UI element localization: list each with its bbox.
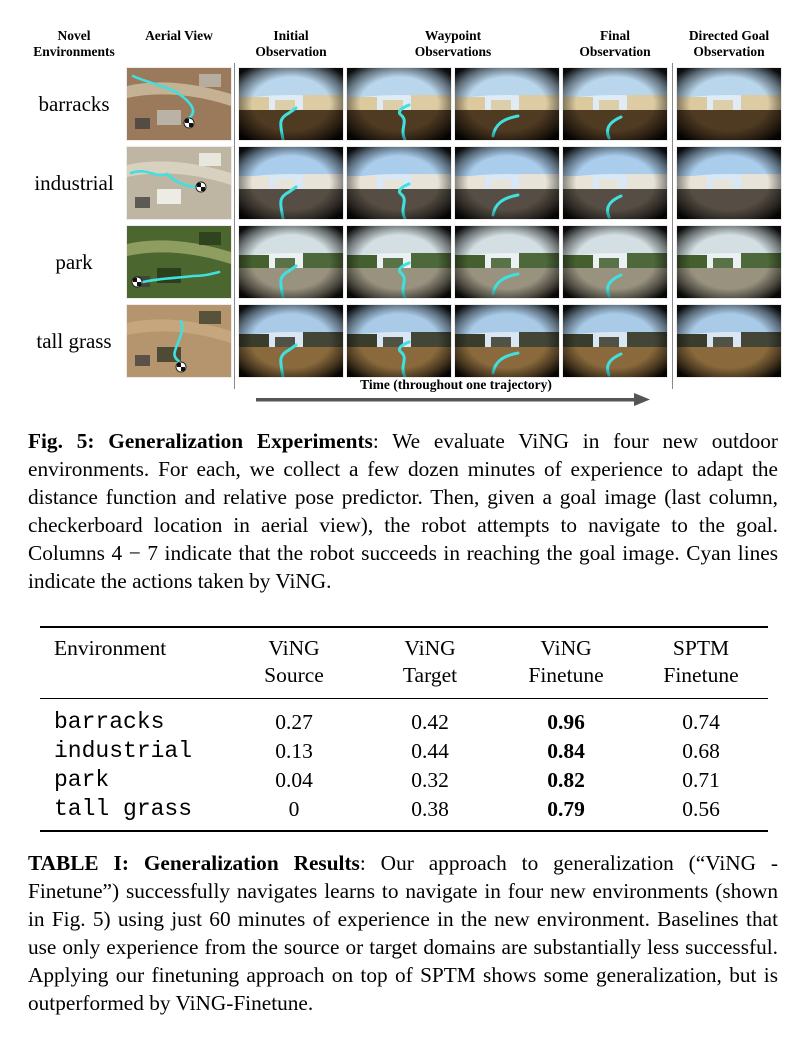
table-header-cell: ViNG Source — [264, 636, 324, 687]
column-divider — [234, 63, 235, 389]
fig5-caption-lead: Fig. 5: Generalization Experiments — [28, 429, 373, 453]
value-cell: 0.79 — [547, 797, 585, 821]
table-row — [40, 699, 768, 738]
observation-image — [239, 226, 343, 298]
table-row — [40, 737, 768, 766]
aerial-image — [127, 305, 231, 377]
time-arrow-label: Time (throughout one trajectory) — [360, 377, 552, 392]
figure-column-header: Initial Observation — [255, 28, 327, 59]
table-header-cell: ViNG Finetune — [528, 636, 604, 687]
aerial-image — [127, 68, 231, 140]
env-cell: industrial — [54, 738, 193, 764]
env-cell: tall grass — [54, 796, 193, 822]
env-cell: barracks — [54, 709, 165, 735]
observation-image — [239, 147, 343, 219]
observation-image — [347, 226, 451, 298]
observation-image — [239, 68, 343, 140]
figure-column-header: Novel Environments — [33, 28, 115, 59]
observation-image — [677, 305, 781, 377]
observation-image — [347, 147, 451, 219]
row-label: barracks — [38, 91, 110, 116]
table-row — [40, 795, 768, 831]
observation-image — [455, 147, 559, 219]
observation-image — [677, 226, 781, 298]
observation-image — [455, 226, 559, 298]
env-cell: park — [54, 767, 110, 793]
figure-column-header: Final Observation — [579, 28, 651, 59]
results-table — [40, 626, 768, 832]
row-label: park — [55, 249, 93, 274]
observation-image — [347, 68, 451, 140]
observation-image — [563, 305, 667, 377]
observation-image — [455, 68, 559, 140]
figure-column-header: Waypoint Observations — [414, 28, 492, 59]
observation-image — [347, 305, 451, 377]
value-cell: 0.74 — [682, 710, 720, 734]
table-header-row — [40, 627, 768, 699]
table1-caption-lead: TABLE I: Generalization Results — [28, 851, 360, 875]
table-body — [40, 699, 768, 832]
value-cell: 0.27 — [275, 710, 313, 734]
table1-caption — [28, 849, 778, 1017]
value-cell: 0.44 — [411, 739, 449, 763]
figure-column-header: Directed Goal Observation — [688, 28, 770, 59]
row-label: industrial — [34, 170, 114, 195]
observation-image — [677, 68, 781, 140]
aerial-image — [127, 226, 231, 298]
value-cell: 0.96 — [547, 710, 585, 734]
results-table-wrap — [40, 626, 768, 832]
fig5-caption-body: : We evaluate ViNG in four new outdoor environments. For each, we collect a few dozen minutes of experience to adapt the distance function and relative pose predictor. Then, given a goal image (last column, checkerboard location in aerial view), the robot attempts to navigate to the goal. Columns 4 − 7 indicate that the robot succeeds in reaching the goal image. Cyan lines indicate the actions taken by ViNG. — [28, 429, 779, 593]
table1-caption-body: : Our approach to generalization (“ViNG - Finetune”) successfully navigates learns to navigate in four new environments (shown in Fig. 5) using just 60 minutes of experience in the new environment. Baselines that use only experience from the source or target domains are substantially less successful. Applying our finetuning approach on top of SPTM shows some generalization, but is outperformed by ViNG-Finetune. — [28, 851, 779, 1015]
value-cell: 0.68 — [682, 739, 720, 763]
aerial-image — [127, 147, 231, 219]
checkerboard-marker — [132, 277, 142, 287]
value-cell: 0.56 — [682, 797, 720, 821]
checkerboard-marker — [176, 362, 186, 372]
fig5-caption — [28, 427, 778, 595]
figure-column-header: Aerial View — [145, 28, 213, 43]
value-cell: 0.38 — [411, 797, 449, 821]
observation-image — [563, 226, 667, 298]
value-cell: 0.71 — [682, 768, 720, 792]
row-label: tall grass — [36, 328, 112, 353]
figure-panel — [24, 26, 781, 408]
value-cell: 0.42 — [411, 710, 449, 734]
observation-image — [455, 305, 559, 377]
column-divider — [672, 63, 673, 389]
table-row — [40, 766, 768, 795]
value-cell: 0 — [288, 797, 300, 821]
value-cell: 0.84 — [547, 739, 585, 763]
observation-image — [239, 305, 343, 377]
value-cell: 0.32 — [411, 768, 449, 792]
time-arrow-icon — [256, 393, 650, 406]
checkerboard-marker — [196, 182, 206, 192]
observation-image — [563, 68, 667, 140]
observation-image — [677, 147, 781, 219]
table-header-cell: Environment — [54, 636, 167, 660]
checkerboard-marker — [184, 118, 194, 128]
value-cell: 0.13 — [275, 739, 313, 763]
observation-image — [563, 147, 667, 219]
value-cell: 0.04 — [275, 768, 313, 792]
value-cell: 0.82 — [547, 768, 585, 792]
table-header-cell: ViNG Target — [402, 636, 458, 687]
table-header-cell: SPTM Finetune — [663, 636, 739, 687]
